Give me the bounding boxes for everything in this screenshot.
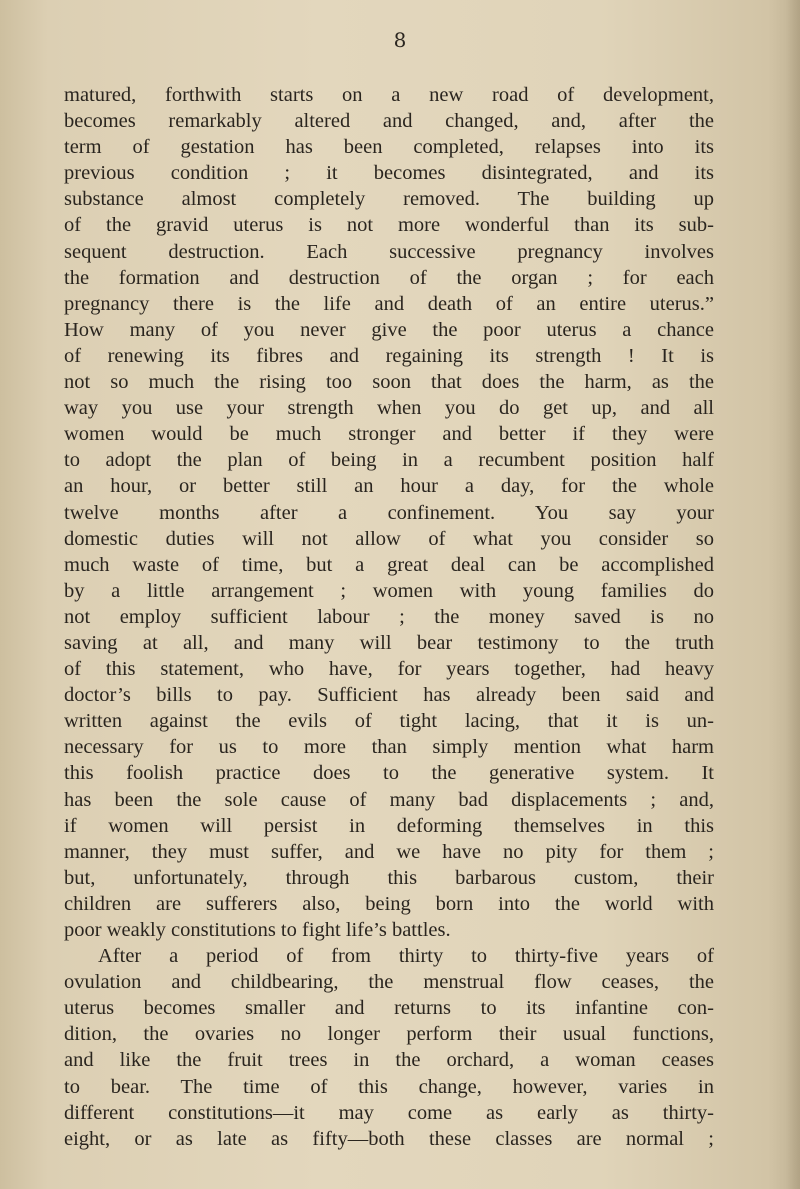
text-line: manner, they must suffer, and we have no pity for them ;: [64, 840, 714, 863]
text-line: becomes remarkably altered and changed, and, after the: [64, 110, 714, 133]
text-line: matured, forthwith starts on a new road of development,: [64, 84, 714, 106]
body-text: [64, 82, 714, 1152]
text-line: by a little arrangement ; women with young families do: [64, 579, 714, 602]
text-line: sequent destruction. Each successive pregnancy involves: [64, 240, 714, 263]
text-line: dition, the ovaries no longer perform their usual functions,: [64, 1023, 714, 1046]
text-line: saving at all, and many will bear testimony to the truth: [64, 631, 714, 654]
text-line: the formation and destruction of the organ ; for each: [64, 266, 714, 289]
text-line: not employ sufficient labour ; the money saved is no: [64, 605, 714, 628]
text-line: domestic duties will not allow of what you consider so: [64, 527, 714, 550]
text-line: necessary for us to more than simply mention what harm: [64, 736, 714, 759]
text-line: ovulation and childbearing, the menstrual flow ceases, the: [64, 971, 714, 994]
text-line: women would be much stronger and better if they were: [64, 423, 714, 446]
text-line: and like the fruit trees in the orchard, a woman ceases: [64, 1049, 714, 1072]
text-line: different constitutions—it may come as early as thirty-: [64, 1101, 714, 1124]
text-line: How many of you never give the poor uterus a chance: [64, 318, 714, 341]
text-line: an hour, or better still an hour a day, for the whole: [64, 475, 714, 498]
text-line: way you use your strength when you do get up, and all: [64, 397, 714, 420]
text-line: to adopt the plan of being in a recumbent position half: [64, 449, 714, 472]
text-line: if women will persist in deforming themselves in this: [64, 814, 714, 837]
text-line: of the gravid uterus is not more wonderful than its sub-: [64, 214, 714, 237]
text-line: children are sufferers also, being born into the world with: [64, 892, 714, 915]
paragraph-start-line: After a period of from thirty to thirty-five years of: [98, 945, 714, 968]
text-line: of renewing its fibres and regaining its strength ! It is: [64, 344, 714, 367]
text-line: pregnancy there is the life and death of an entire uterus.”: [64, 292, 714, 315]
text-line: twelve months after a confinement. You say your: [64, 501, 714, 524]
text-line: uterus becomes smaller and returns to its infantine con-: [64, 997, 714, 1020]
page-number: 8: [393, 28, 407, 52]
paragraph-end-line: poor weakly constitutions to fight life’s battles.: [64, 919, 451, 941]
text-line: previous condition ; it becomes disintegrated, and its: [64, 162, 714, 185]
text-line: eight, or as late as fifty—both these classes are normal ;: [64, 1127, 714, 1150]
text-line: to bear. The time of this change, however, varies in: [64, 1075, 714, 1098]
text-line: of this statement, who have, for years together, had heavy: [64, 658, 714, 681]
text-line: but, unfortunately, through this barbarous custom, their: [64, 866, 714, 889]
text-line: much waste of time, but a great deal can be accomplished: [64, 553, 714, 576]
text-line: has been the sole cause of many bad displacements ; and,: [64, 788, 714, 811]
text-line: substance almost completely removed. The building up: [64, 188, 714, 211]
text-line: doctor’s bills to pay. Sufficient has already been said and: [64, 684, 714, 707]
page-edge-shadow: [786, 0, 800, 1189]
text-line: written against the evils of tight lacing, that it is un-: [64, 710, 714, 733]
text-line: term of gestation has been completed, relapses into its: [64, 136, 714, 159]
text-line: this foolish practice does to the generative system. It: [64, 762, 714, 785]
text-line: not so much the rising too soon that does the harm, as the: [64, 371, 714, 394]
